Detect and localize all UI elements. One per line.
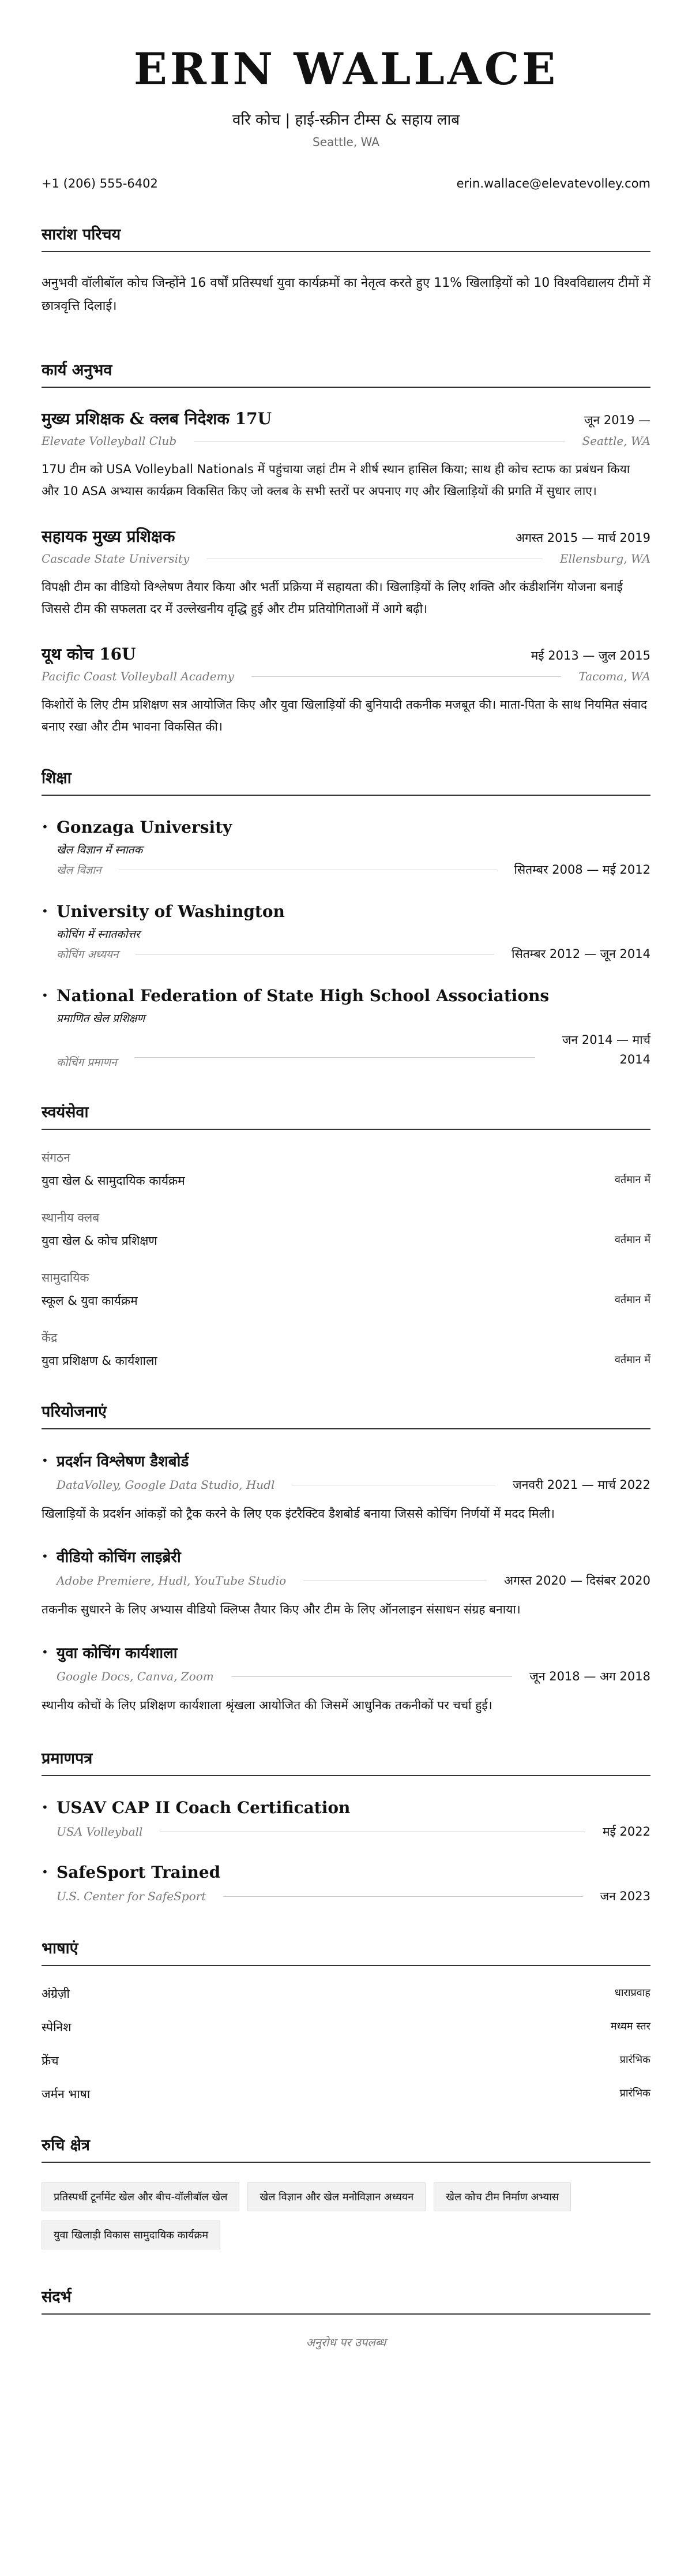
job-location: Seattle, WA xyxy=(582,434,650,448)
bullet-icon: • xyxy=(42,1454,48,1467)
education-entry xyxy=(42,984,650,1069)
job-date: मई 2013 — जुल 2015 xyxy=(531,649,650,662)
references-text: अनुरोध पर उपलब्ध xyxy=(306,2335,386,2349)
degree-name: कोचिंग में स्नातकोत्तर xyxy=(57,928,140,941)
volunteer-organization: सामुदायिक xyxy=(42,1271,89,1285)
language-name: फ्रेंच xyxy=(42,2054,59,2068)
volunteer-entry xyxy=(42,1210,650,1249)
field-of-study: कोचिंग प्रमाणन xyxy=(57,1056,117,1069)
project-description: तकनीक सुधारने के लिए अभ्यास वीडियो क्लिप्स तैयार किए और टीम के लिए ऑनलाइन संसाधन संग्रह बनाया। xyxy=(42,1602,521,1616)
job-date: जून 2019 — xyxy=(584,413,650,427)
certifications-title: प्रमाणपत्र xyxy=(42,1747,650,1776)
certification-date: मई 2022 xyxy=(603,1825,650,1839)
summary-title: सारांश परिचय xyxy=(42,223,650,252)
project-date: अगस्त 2020 — दिसंबर 2020 xyxy=(504,1574,650,1587)
volunteer-period: वर्तमान में xyxy=(614,1234,650,1246)
project-tools: Adobe Premiere, Hudl, YouTube Studio xyxy=(57,1574,287,1587)
project-date: जून 2018 — अग 2018 xyxy=(529,1669,650,1683)
language-name: स्पेनिश xyxy=(42,2020,72,2034)
projects-title: परियोजनाएं xyxy=(42,1400,650,1429)
experience-entry xyxy=(42,643,650,737)
project-date: जनवरी 2021 — मार्च 2022 xyxy=(513,1478,650,1492)
experience-title: कार्य अनुभव xyxy=(42,358,650,388)
education-section xyxy=(42,766,650,1069)
interest-tag: खेल विज्ञान और खेल मनोविज्ञान अध्ययन xyxy=(247,2182,426,2211)
certification-issuer: U.S. Center for SafeSport xyxy=(57,1889,206,1903)
references-title: संदर्भ xyxy=(42,2285,650,2315)
references-section xyxy=(42,2285,650,2350)
institution-name: Gonzaga University xyxy=(57,818,232,837)
job-organization: Cascade State University xyxy=(42,552,190,566)
certification-entry xyxy=(42,1860,650,1904)
job-location: Ellensburg, WA xyxy=(559,552,650,566)
project-name: वीडियो कोचिंग लाइब्रेरी xyxy=(57,1549,181,1566)
candidate-name: ERIN WALLACE xyxy=(133,43,559,95)
project-entry xyxy=(42,1449,650,1524)
job-role: यूथ कोच 16U xyxy=(42,645,136,664)
education-title: शिक्षा xyxy=(42,766,650,796)
bullet-icon: • xyxy=(42,1800,48,1814)
volunteer-role: युवा खेल & कोच प्रशिक्षण xyxy=(42,1234,157,1248)
leader-line xyxy=(231,1676,513,1677)
experience-entry xyxy=(42,525,650,620)
leader-line xyxy=(223,1896,582,1897)
institution-name: University of Washington xyxy=(57,902,285,921)
languages-title: भाषाएं xyxy=(42,1937,650,1966)
language-row xyxy=(42,2086,650,2102)
project-tools: DataVolley, Google Data Studio, Hudl xyxy=(57,1478,275,1492)
resume-header xyxy=(42,43,650,149)
volunteer-entry xyxy=(42,1150,650,1189)
education-date: जन 2014 — मार्च 2014 xyxy=(562,1033,650,1066)
volunteer-organization: केंद्र xyxy=(42,1331,58,1345)
volunteer-title: स्वयंसेवा xyxy=(42,1100,650,1130)
job-role: मुख्य प्रशिक्षक & क्लब निदेशक 17U xyxy=(42,409,272,428)
certification-entry xyxy=(42,1796,650,1840)
language-level: मध्यम स्तर xyxy=(610,2020,650,2032)
languages-section xyxy=(42,1937,650,2102)
contact-row xyxy=(42,177,650,190)
bullet-icon: • xyxy=(42,1645,48,1659)
job-description: किशोरों के लिए टीम प्रशिक्षण सत्र आयोजित किए और युवा खिलाड़ियों की बुनियादी तकनीक मजबूत की। माता-पिता के साथ नियमित संवाद बनाए रखा और टीम भावना विकसित की। xyxy=(42,698,648,733)
language-row xyxy=(42,2019,650,2035)
candidate-location: Seattle, WA xyxy=(313,135,379,149)
summary-section xyxy=(42,223,650,318)
certification-name: USAV CAP II Coach Certification xyxy=(57,1798,351,1817)
volunteer-organization: स्थानीय क्लब xyxy=(42,1211,100,1225)
volunteer-role: युवा खेल & सामुदायिक कार्यक्रम xyxy=(42,1174,185,1188)
bullet-icon: • xyxy=(42,989,48,1002)
education-date: सितम्बर 2012 — जून 2014 xyxy=(512,947,650,961)
job-location: Tacoma, WA xyxy=(578,669,650,683)
language-level: धाराप्रवाह xyxy=(614,1987,650,1999)
interest-tag: प्रतिस्पर्धी टूर्नामेंट खेल और बीच-वॉलीबॉल खेल xyxy=(42,2182,239,2211)
volunteer-entry xyxy=(42,1270,650,1309)
volunteer-entry xyxy=(42,1330,650,1369)
projects-section xyxy=(42,1400,650,1716)
volunteer-section xyxy=(42,1100,650,1369)
field-of-study: कोचिंग अध्ययन xyxy=(57,948,119,961)
degree-name: खेल विज्ञान में स्नातक xyxy=(57,844,143,856)
job-date: अगस्त 2015 — मार्च 2019 xyxy=(516,531,650,545)
education-date: सितम्बर 2008 — मई 2012 xyxy=(514,863,650,877)
candidate-tagline: वरि कोच | हाई-स्क्रीन टीम्स & सहाय लाब xyxy=(232,111,460,129)
language-name: अंग्रेज़ी xyxy=(42,1987,70,2001)
leader-line xyxy=(134,1057,535,1058)
bullet-icon: • xyxy=(42,904,48,918)
interests-title: रुचि क्षेत्र xyxy=(42,2133,650,2163)
interest-tags xyxy=(42,2182,650,2249)
project-entry xyxy=(42,1545,650,1620)
project-entry xyxy=(42,1641,650,1716)
language-level: प्रारंभिक xyxy=(619,2054,650,2066)
degree-name: प्रमाणित खेल प्रशिक्षण xyxy=(57,1012,145,1025)
bullet-icon: • xyxy=(42,1865,48,1879)
interest-tag: युवा खिलाड़ी विकास सामुदायिक कार्यक्रम xyxy=(42,2221,220,2249)
project-name: प्रदर्शन विश्लेषण डैशबोर्ड xyxy=(57,1453,189,1470)
certification-name: SafeSport Trained xyxy=(57,1862,221,1882)
project-description: खिलाड़ियों के प्रदर्शन आंकड़ों को ट्रैक करने के लिए एक इंटरैक्टिव डैशबोर्ड बनाया जिससे कोचिंग निर्णयों में मदद मिली। xyxy=(42,1507,555,1521)
leader-line xyxy=(251,676,562,677)
volunteer-period: वर्तमान में xyxy=(614,1174,650,1186)
language-level: प्रारंभिक xyxy=(619,2087,650,2099)
institution-name: National Federation of State High School Associations xyxy=(57,986,550,1005)
phone-number: +1 (206) 555-6402 xyxy=(42,177,158,190)
volunteer-organization: संगठन xyxy=(42,1151,70,1165)
volunteer-period: वर्तमान में xyxy=(614,1354,650,1366)
education-entry xyxy=(42,815,650,878)
interests-section xyxy=(42,2133,650,2249)
interest-tag: खेल कोच टीम निर्माण अभ्यास xyxy=(434,2182,571,2211)
experience-entry xyxy=(42,407,650,502)
project-tools: Google Docs, Canva, Zoom xyxy=(57,1669,214,1683)
volunteer-period: वर्तमान में xyxy=(614,1294,650,1306)
certification-date: जन 2023 xyxy=(600,1889,650,1903)
bullet-icon: • xyxy=(42,820,48,834)
job-organization: Elevate Volleyball Club xyxy=(42,434,177,448)
volunteer-role: स्कूल & युवा कार्यक्रम xyxy=(42,1294,138,1308)
certifications-section xyxy=(42,1747,650,1904)
email-address[interactable]: erin.wallace@elevatevolley.com xyxy=(456,177,650,190)
experience-section xyxy=(42,358,650,737)
job-description: 17U टीम को USA Volleyball Nationals में पहुंचाया जहां टीम ने शीर्ष स्थान हासिल किया; साथ ही कोच स्टाफ का प्रबंधन किया और 10 ASA अभ्यास कार्यक्रम विकसित किए जो क्लब के सभी स्तरों पर अपनाए गए और खिलाड़ियों की प्रगति में सुधार लाए। xyxy=(42,462,630,498)
certification-issuer: USA Volleyball xyxy=(57,1825,143,1839)
summary-text: अनुभवी वॉलीबॉल कोच जिन्होंने 16 वर्षों प्रतिस्पर्धा युवा कार्यक्रमों का नेतृत्व करते हुए 11% खिलाड़ियों को 10 विश्वविद्यालय टीमों में छात्रवृत्ति दिलाई। xyxy=(42,276,650,313)
field-of-study: खेल विज्ञान xyxy=(57,864,101,877)
job-role: सहायक मुख्य प्रशिक्षक xyxy=(42,527,175,546)
bullet-icon: • xyxy=(42,1549,48,1563)
education-entry xyxy=(42,900,650,962)
language-row xyxy=(42,2053,650,2069)
language-name: जर्मन भाषा xyxy=(42,2087,91,2101)
job-organization: Pacific Coast Volleyball Academy xyxy=(42,669,234,683)
volunteer-role: युवा प्रशिक्षण & कार्यशाला xyxy=(42,1354,157,1368)
job-description: विपक्षी टीम का वीडियो विश्लेषण तैयार किया और भर्ती प्रक्रिया में सहायता की। खिलाड़ियों के लिए शक्ति और कंडीशनिंग योजना बनाई जिससे टीम की सफलता दर में उल्लेखनीय वृद्धि हुई और टीम प्रतियोगिताओं में आगे बढ़ी। xyxy=(42,580,623,616)
project-description: स्थानीय कोचों के लिए प्रशिक्षण कार्यशाला श्रृंखला आयोजित की जिसमें आधुनिक तकनीकों पर चर्चा हुई। xyxy=(42,1698,492,1712)
language-row xyxy=(42,1986,650,2002)
project-name: युवा कोचिंग कार्यशाला xyxy=(57,1645,178,1662)
